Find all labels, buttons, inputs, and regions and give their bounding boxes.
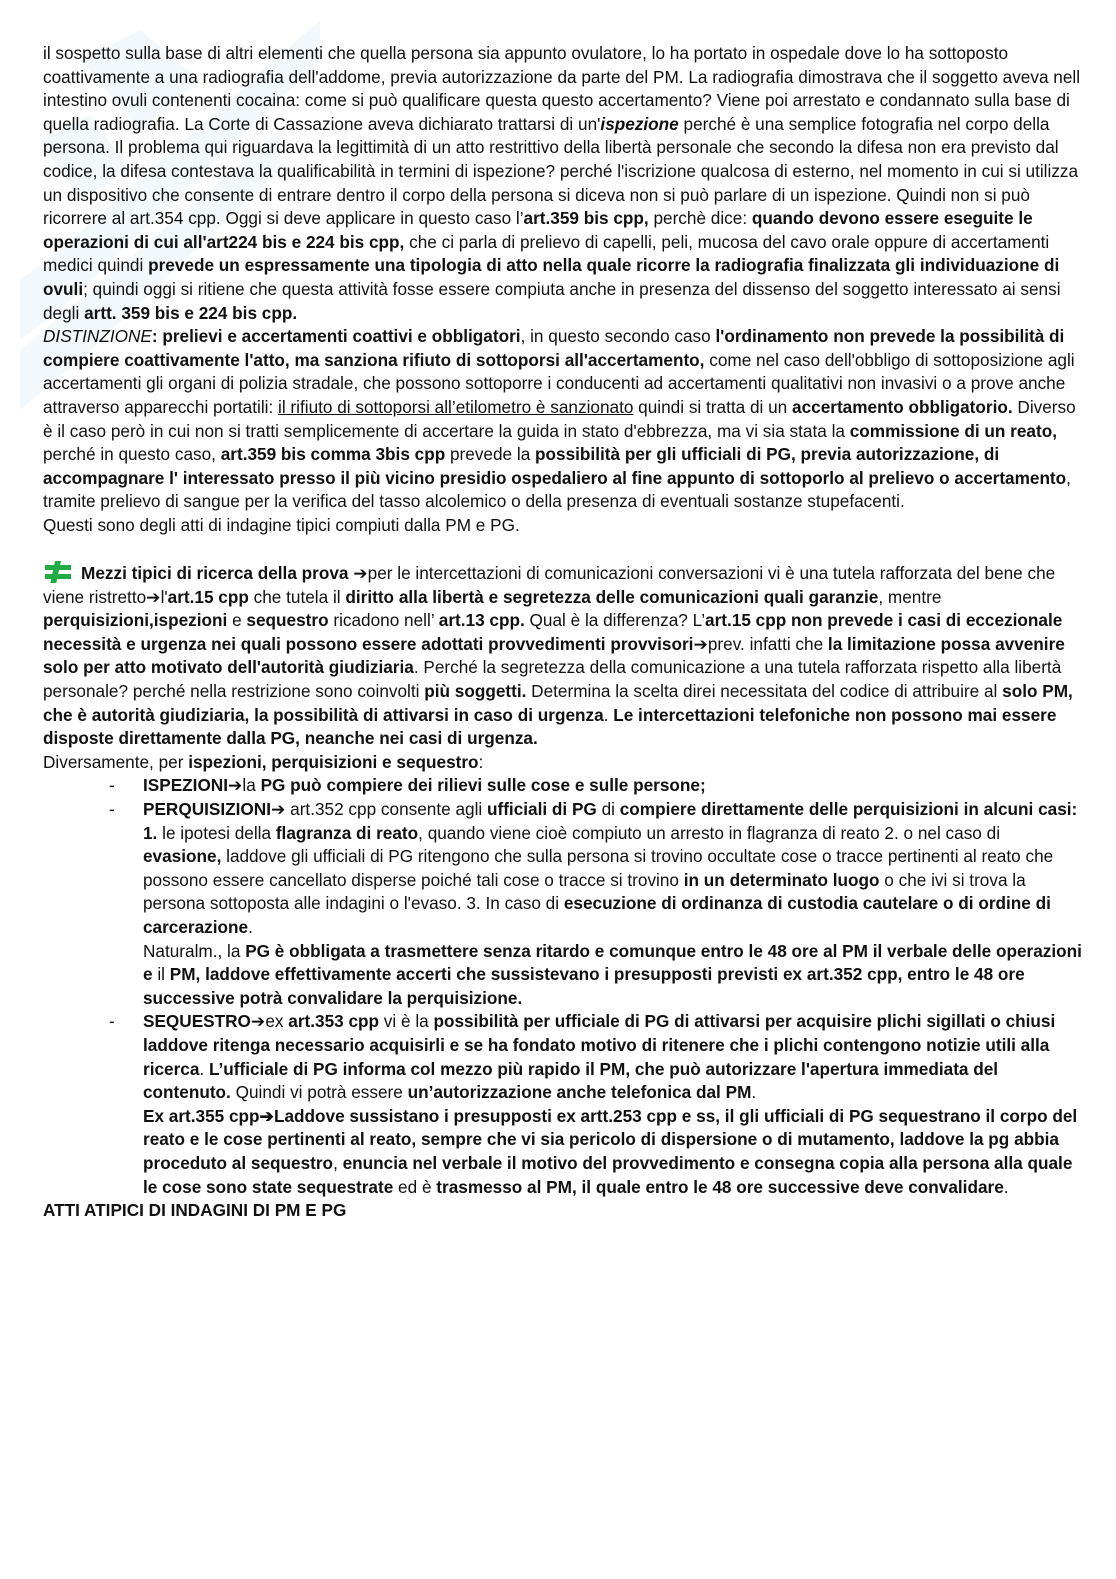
text-segment: ufficiali di PG xyxy=(486,799,597,819)
text-segment: Determina la scelta direi necessitata del codice di attribuire al xyxy=(526,681,1003,702)
text-segment: . Perché la segretezza della comunicazione a una tutela rafforzata rispetto alla libertà personale? perché nella restrizione sono coinvolti xyxy=(43,657,1062,702)
text-segment: che ci parla di prelievo di capelli, peli, mucosa del cavo orale oppure di accertamenti medici quindi xyxy=(43,231,1050,276)
text-segment: il xyxy=(152,964,170,985)
bullet-dash: - xyxy=(109,775,115,796)
text-segment: artt. 359 bis e 224 bis cpp. xyxy=(84,302,298,323)
text-segment: art.359 bis comma 3bis cpp xyxy=(220,444,446,465)
text-segment: Diverso è il caso però in cui non si tratti semplicemente di accertare la guida in stato d'ebbrezza, ma vi sia stata la xyxy=(43,396,1076,441)
text-segment: ricadono nell’ xyxy=(328,610,439,631)
text-segment: art.15 cpp non prevede i casi di eccezionale necessità e urgenza nei quali possono essere adottati provvedimenti provvisori xyxy=(43,610,1063,654)
text-segment: , tramite prelievo di sangue per la verifica del tasso alcolemico o della presenza di eventuali sostanze stupefacenti. xyxy=(43,467,1071,512)
text-segment: come nel caso dell'obbligo di sottoposizione agli accertamenti gli organi di polizia stradale, che possono sottoporre i conducenti ad accertamenti qualitativi non invasivi o a prove anche attraverso apparecchi portatili: xyxy=(43,349,1075,417)
text-segment: , mentre xyxy=(878,586,942,607)
text-segment: trasmesso al PM, il quale entro le 48 ore successive deve convalidare xyxy=(436,1176,1004,1197)
text-segment: che tutela il xyxy=(248,586,346,607)
closing-heading xyxy=(43,1199,1083,1223)
text-segment: ➔ art.352 cpp consente agli xyxy=(270,799,487,819)
text-segment: la limitazione possa avvenire solo per atto motivato dell'autorità giudiziaria xyxy=(43,633,1065,678)
text-segment: solo PM, che è autorità giudiziaria, la possibilità di attivarsi in caso di urgenza xyxy=(43,681,1073,725)
text-segment: quindi si tratta di un xyxy=(633,396,793,417)
text-segment: ; quindi oggi si ritiene che questa attività fosse essere compiuta anche in presenza del dissenso del soggetto interessato ai sensi degli xyxy=(43,278,1061,323)
text-segment: art.353 cpp xyxy=(288,1011,380,1032)
text-segment: , in questo secondo caso xyxy=(520,326,716,347)
text-segment: . xyxy=(603,704,614,725)
bullet-dash: - xyxy=(109,799,115,819)
text-segment: perchè dice: xyxy=(648,208,752,229)
text-segment: Mezzi tipici di ricerca della prova xyxy=(81,563,349,584)
text-segment: . xyxy=(199,1058,209,1079)
text-segment: art.13 cpp. xyxy=(438,610,525,631)
text-segment: prevede un espressamente una tipologia di atto nella quale ricorre la radiografia finalizzata gli individuazione di ovuli xyxy=(43,255,1060,299)
text-segment: ispezione xyxy=(600,113,679,134)
text-segment: ➔ex xyxy=(250,1011,289,1032)
text-segment: il rifiuto di sottoporsi all’etilometro è sanzionato xyxy=(278,396,634,417)
text-segment: più soggetti. xyxy=(424,681,527,702)
text-segment: L’ufficiale di PG informa col mezzo più rapido il PM, che può autorizzare l'apertura immediata del contenuto. xyxy=(143,1058,999,1103)
text-segment: in un determinato luogo xyxy=(683,869,880,890)
text-segment: : xyxy=(478,751,484,772)
text-segment: ➔prev. infatti che xyxy=(693,633,828,654)
text-segment: esecuzione di ordinanza di custodia cautelare o di ordine di carcerazione xyxy=(143,893,1051,937)
text-segment: flagranza di reato xyxy=(275,822,419,843)
text-segment: possibilità per gli ufficiali di PG, previa autorizzazione, di accompagnare l' interessato presso il più vicino presidio ospedaliero al fine appunto di sottoporlo al prelievo o accertamento xyxy=(43,444,1067,488)
text-segment: ISPEZIONI xyxy=(143,775,228,796)
closing-heading-text: ATTI ATIPICI DI INDAGINI DI PM E PG xyxy=(43,1200,347,1221)
text-segment: compiere direttamente delle perquisizioni in alcuni casi: 1. xyxy=(143,799,1078,843)
text-segment: perquisizioni,ispezioni xyxy=(43,610,228,631)
text-segment: enuncia nel verbale il motivo del provvedimento e consegna copia alla persona alla quale le cose sono state sequestrate xyxy=(143,1152,1073,1197)
text-segment: le ipotesi della xyxy=(157,822,276,843)
measures-list xyxy=(43,774,1083,1199)
section-mezzi-tipici xyxy=(43,561,1083,751)
text-segment: o che ivi si trova la persona sottoposta alle indagini o l'evaso. 3. In caso di xyxy=(143,869,1026,914)
green-cross-icon xyxy=(43,561,73,583)
text-segment: ispezioni, perquisizioni e sequestro xyxy=(188,751,479,772)
text-segment: di xyxy=(596,799,620,819)
text-segment: . xyxy=(248,916,253,937)
text-segment: : prelievi e accertamenti coattivi e obbligatori xyxy=(151,326,521,347)
text-segment: ➔la xyxy=(228,775,261,796)
text-segment: il sospetto sulla base di altri elementi che quella persona sia appunto ovulatore, lo ha portato in ospedale dove lo ha sottoposto coattivamente a una radiografia dell'addome, previa autorizzazione da parte del PM. La radiografia dimostrava che il soggetto aveva nell intestino ovuli contenenti cocaina: come si può qualificare questa questo accertamento? Viene poi arrestato e condannato sulla base di quella radiografia. La Corte di Cassazione aveva dichiarato trattarsi di un' xyxy=(43,43,1081,134)
list-item-sequestro xyxy=(43,1010,1083,1104)
text-segment: ➔per le intercettazioni di comunicazioni conversazioni vi è una tutela rafforzata del bene che viene ristretto➔l' xyxy=(43,563,1056,607)
text-segment: PG è obbligata a trasmettere senza ritardo e comunque entro le 48 ore al PM il verbale delle operazioni e xyxy=(143,940,1082,985)
text-segment: . xyxy=(751,1082,757,1103)
text-segment: . xyxy=(1003,1176,1009,1197)
text-segment: e xyxy=(227,610,247,631)
text-segment: PERQUISIZIONI xyxy=(143,799,271,819)
list-item-sequestro-continued xyxy=(43,1105,1083,1199)
text-segment: PM, laddove effettivamente accerti che sussistevano i presupposti previsti ex art.352 cpp, entro le 48 ore successive potrà convalidare la perquisizione. xyxy=(143,964,1025,1008)
text-segment: art.15 cpp xyxy=(167,586,249,607)
text-segment: PG può compiere dei rilievi sulle cose e sulle persone; xyxy=(260,775,706,796)
text-segment: , quando viene cioè compiuto un arresto in flagranza di reato 2. o nel caso di xyxy=(418,822,1001,843)
text-segment: Quindi vi potrà essere xyxy=(230,1082,408,1103)
text-segment: Le intercettazioni telefoniche non possono mai essere disposte direttamente dalla PG, neanche nei casi di urgenza. xyxy=(43,704,1057,749)
text-segment: perché è una semplice fotografia nel corpo della persona. Il problema qui riguardava la legittimità di un atto restrittivo della libertà personale che secondo la difesa non era previsto dal codice, la difesa contestava la qualificabilità in termini di ispezione? perché l'iscrizione qualcosa di esterno, nel momento in cui si utilizza un dispositivo che consente di entrare dentro il corpo della persona si diceva non si può parlare di un ispezione. Quindi non si può ricorrere al art.354 cpp. Oggi si deve applicare in questo caso l’ xyxy=(43,113,1079,229)
text-segment: Diversamente, per xyxy=(43,751,189,772)
text-segment: Ex art.355 cpp➔Laddove sussistano i presupposti ex artt.253 cpp e ss, il gli ufficiali di PG sequestrano il corpo del reato e le cose pertinenti al reato, sempre che vi sia pericolo di dispersione o di mutamento, laddove la pg abbia proceduto al sequestro xyxy=(143,1105,1078,1173)
text-segment: sequestro xyxy=(246,610,329,631)
text-segment: l'ordinamento non prevede la possibilità di compiere coattivamente l'atto, ma sanziona rifiuto di sottoporsi all'accertamento, xyxy=(43,326,1065,370)
list-item-perquisizioni xyxy=(43,798,1083,940)
text-segment: diritto alla libertà e segretezza delle comunicazioni quali garanzie xyxy=(345,586,879,607)
text-segment: ed è xyxy=(393,1176,437,1197)
text-segment: vi è la xyxy=(379,1011,434,1032)
text-segment: art.359 bis cpp, xyxy=(523,208,649,229)
paragraph-atti-tipici xyxy=(43,514,1083,538)
paragraph-diversamente xyxy=(43,751,1083,775)
text-segment: Naturalm., la xyxy=(143,940,246,961)
text-segment: Questi sono degli atti di indagine tipici compiuti dalla PM e PG. xyxy=(43,514,520,535)
paragraph-intro xyxy=(43,42,1083,325)
spacer xyxy=(43,537,1083,561)
text-segment: accertamento obbligatorio. xyxy=(792,396,1013,417)
section-mezzi-text xyxy=(43,563,1073,748)
text-segment: quando devono essere eseguite le operazioni di cui all'art224 bis e 224 bis cpp, xyxy=(43,208,1033,252)
paragraph-distinzione xyxy=(43,325,1083,514)
text-segment: prevede la xyxy=(445,444,536,465)
text-segment: commissione di un reato, xyxy=(849,420,1057,441)
bullet-dash: - xyxy=(109,1011,115,1032)
list-item-perquisizioni-continued xyxy=(43,940,1083,1011)
text-segment: SEQUESTRO xyxy=(143,1011,251,1032)
document-body xyxy=(43,42,1083,1223)
text-segment: evasione, xyxy=(143,846,222,867)
text-segment: perché in questo caso, xyxy=(43,444,221,465)
text-segment: DISTINZIONE xyxy=(43,326,152,347)
text-segment: , xyxy=(333,1152,343,1173)
text-segment: laddove gli ufficiali di PG ritengono che sulla persona si trovino occultate cose o tracce pertinenti al reato che possono essere cancellato disperse poiché tali cose o tracce si trovino xyxy=(143,846,1054,890)
text-segment: un’autorizzazione anche telefonica dal PM xyxy=(407,1082,752,1103)
text-segment: Qual è la differenza? L’ xyxy=(524,610,706,631)
list-item-ispezioni xyxy=(43,774,1083,798)
text-segment: possibilità per ufficiale di PG di attivarsi per acquisire plichi sigillati o chiusi laddove ritenga necessario acquisirli e se ha fondato motivo di ritenere che i plichi contengono notizie utili alla ricerca xyxy=(143,1011,1056,1079)
